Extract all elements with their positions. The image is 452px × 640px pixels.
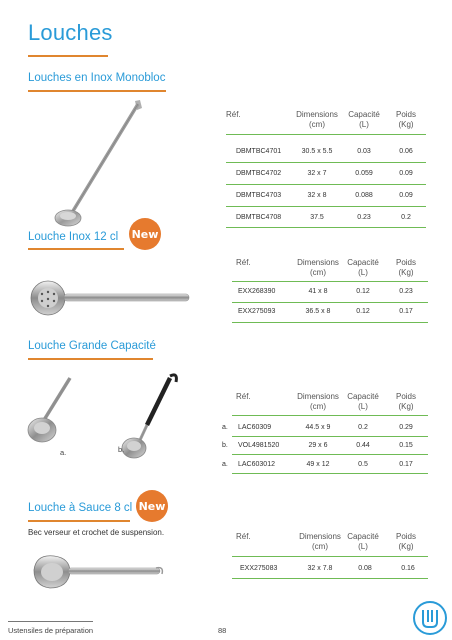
header-capacity: Capacité (L) — [347, 532, 379, 551]
section-title-monobloc: Louches en Inox Monobloc — [28, 72, 166, 84]
cell-weight: 0.23 — [399, 288, 413, 295]
brand-logo-icon — [412, 600, 448, 636]
cell-dim: 37.5 — [310, 214, 324, 221]
cell-ref: VOL4981520 — [238, 442, 280, 449]
header-weight: Poids (Kg) — [395, 258, 416, 277]
cell-cap: 0.5 — [358, 461, 368, 468]
cell-dim: 36.5 x 8 — [305, 308, 331, 315]
cell-ref: EXX275093 — [238, 308, 276, 315]
cell-cap: 0.44 — [356, 442, 370, 449]
cell-cap: 0.12 — [356, 288, 370, 295]
cell-ref: LAC603012 — [238, 461, 275, 468]
section-rule — [28, 248, 124, 250]
header-ref: Réf. — [236, 532, 251, 541]
header-ref: Réf. — [236, 392, 251, 401]
footer-rule — [8, 621, 93, 622]
header-capacity: Capacité (L) — [347, 392, 379, 411]
cell-ref: DBMTBC4703 — [236, 192, 282, 199]
header-weight: Poids (Kg) — [395, 532, 416, 551]
cell-weight: 0.2 — [401, 214, 411, 221]
cell-ref: EXX275083 — [240, 565, 278, 572]
title-underline — [28, 55, 108, 57]
section-title-inox-12cl: Louche Inox 12 cl — [28, 231, 119, 243]
footer-section-name: Ustensiles de préparation — [8, 626, 94, 635]
cell-dim: 49 x 12 — [306, 461, 330, 468]
ladle-image — [40, 96, 150, 236]
cell-cap: 0.2 — [358, 424, 368, 431]
image-label-a: a. — [60, 448, 67, 457]
header-dimensions: Dimensions (cm) — [297, 392, 339, 411]
cell-cap: 0.23 — [357, 214, 371, 221]
cell-dim: 41 x 8 — [308, 288, 328, 295]
page-number: 88 — [218, 626, 227, 635]
cell-dim: 30.5 x 5.5 — [301, 148, 333, 155]
cell-dim: 32 x 7 — [307, 170, 327, 177]
cell-dim: 29 x 6 — [308, 442, 328, 449]
header-capacity: Capacité (L) — [347, 258, 379, 277]
cell-dim: 32 x 8 — [307, 192, 327, 199]
section-rule — [28, 90, 166, 92]
cell-weight: 0.06 — [399, 148, 413, 155]
cell-ref: LAC60309 — [238, 424, 272, 431]
cell-ref: DBMTBC4702 — [236, 170, 282, 177]
new-badge: New — [136, 490, 168, 522]
cell-weight: 0.16 — [401, 565, 415, 572]
header-dimensions: Dimensions (cm) — [299, 532, 341, 551]
section-title-grande-capacite: Louche Grande Capacité — [28, 340, 156, 352]
cell-ref: EXX268390 — [238, 288, 276, 295]
cell-dim: 44.5 x 9 — [305, 424, 331, 431]
cell-cap: 0.12 — [356, 308, 370, 315]
cell-ref: DBMTBC4701 — [236, 148, 282, 155]
page-title: Louches — [28, 20, 113, 45]
ladle-image — [30, 548, 165, 598]
cell-cap: 0.03 — [357, 148, 371, 155]
section-subtitle: Bec verseur et crochet de suspension. — [28, 528, 165, 537]
header-dimensions: Dimensions (cm) — [296, 110, 338, 129]
header-weight: Poids (Kg) — [395, 392, 416, 411]
cell-cap: 0.059 — [355, 170, 373, 177]
section-rule — [28, 520, 130, 522]
header-ref: Réf. — [236, 258, 251, 267]
image-label-b: b. — [118, 445, 125, 454]
cell-ref: DBMTBC4708 — [236, 214, 282, 221]
cell-dim: 32 x 7.8 — [307, 565, 333, 572]
new-badge: New — [129, 218, 161, 250]
header-capacity: Capacité (L) — [348, 110, 380, 129]
cell-weight: 0.17 — [399, 308, 413, 315]
header-ref: Réf. — [226, 110, 241, 119]
header-weight: Poids (Kg) — [395, 110, 416, 129]
cell-weight: 0.29 — [399, 424, 413, 431]
cell-weight: 0.09 — [399, 170, 413, 177]
ladle-image — [28, 278, 193, 318]
cell-weight: 0.17 — [399, 461, 413, 468]
cell-weight: 0.09 — [399, 192, 413, 199]
section-rule — [28, 358, 153, 360]
header-dimensions: Dimensions (cm) — [297, 258, 339, 277]
row-tag: b. — [222, 442, 228, 449]
section-title-sauce-8cl: Louche à Sauce 8 cl — [28, 502, 133, 514]
cell-cap: 0.088 — [355, 192, 373, 199]
row-tag: a. — [222, 461, 228, 468]
cell-weight: 0.15 — [399, 442, 413, 449]
ladle-image — [22, 370, 182, 485]
cell-cap: 0.08 — [358, 565, 372, 572]
row-tag: a. — [222, 424, 228, 431]
